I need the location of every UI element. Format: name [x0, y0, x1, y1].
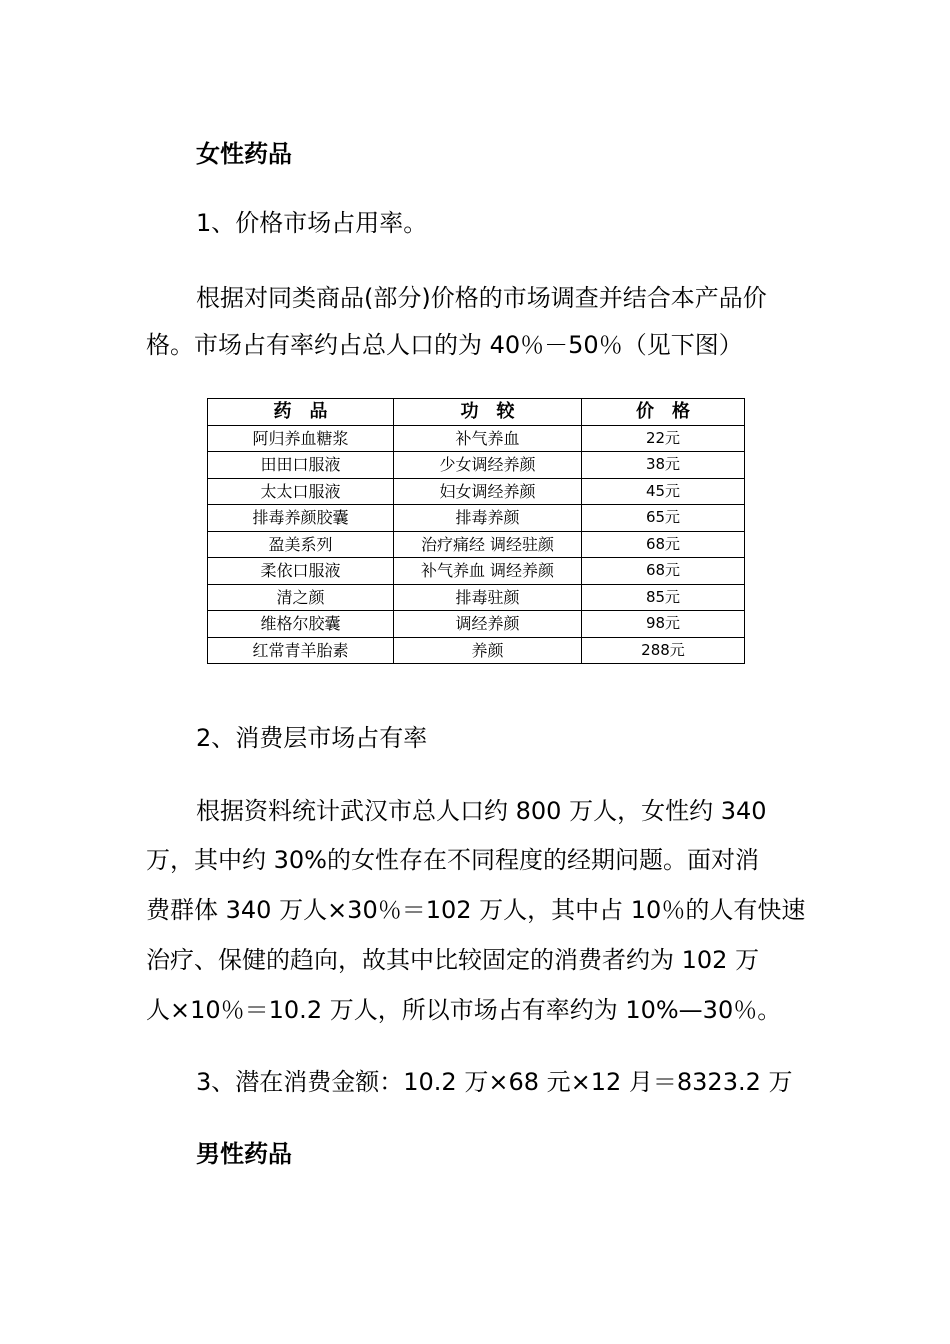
- table-cell-effect: 排毒驻颜: [394, 584, 582, 611]
- item-1-title: 1、价格市场占用率。: [196, 209, 428, 237]
- table-cell-price: 288元: [582, 637, 745, 664]
- table-cell-price: 85元: [582, 584, 745, 611]
- table-cell-name: 柔依口服液: [208, 558, 394, 585]
- table-cell-name: 盈美系列: [208, 531, 394, 558]
- table-cell-price: 98元: [582, 611, 745, 638]
- table-cell-price: 45元: [582, 478, 745, 505]
- item-2-title: 2、消费层市场占有率: [196, 724, 428, 752]
- table-cell-price: 68元: [582, 531, 745, 558]
- table-cell-name: 田田口服液: [208, 452, 394, 479]
- table-cell-effect: 治疗痛经 调经驻颜: [394, 531, 582, 558]
- item-3-line: 3、潜在消费金额：10.2 万×68 元×12 月＝8323.2 万: [196, 1068, 793, 1096]
- table-cell-name: 维格尔胶囊: [208, 611, 394, 638]
- price-table: [207, 398, 745, 664]
- table-row: [208, 531, 745, 558]
- table-cell-effect: 排毒养颜: [394, 505, 582, 532]
- table-cell-effect: 养颜: [394, 637, 582, 664]
- table-row: [208, 637, 745, 664]
- table-cell-price: 65元: [582, 505, 745, 532]
- paragraph-1-line-1: 根据对同类商品(部分)价格的市场调查并结合本产品价: [196, 284, 767, 312]
- paragraph-2-line-5: 人×10％＝10.2 万人，所以市场占有率约为 10%—30％。: [146, 996, 782, 1024]
- table-row: [208, 505, 745, 532]
- table-cell-effect: 少女调经养颜: [394, 452, 582, 479]
- table-row: [208, 478, 745, 505]
- table-cell-effect: 补气养血: [394, 425, 582, 452]
- column-header-effect: 功 较: [394, 399, 582, 426]
- table-row: [208, 425, 745, 452]
- table-cell-effect: 补气养血 调经养颜: [394, 558, 582, 585]
- table-cell-price: 68元: [582, 558, 745, 585]
- table-header-row: [208, 399, 745, 426]
- paragraph-2-line-3: 费群体 340 万人×30％＝102 万人，其中占 10％的人有快速: [146, 896, 806, 924]
- table-cell-name: 阿归养血糖浆: [208, 425, 394, 452]
- paragraph-2-line-1: 根据资料统计武汉市总人口约 800 万人，女性约 340: [196, 797, 767, 825]
- paragraph-2-line-2: 万，其中约 30%的女性存在不同程度的经期问题。面对消: [146, 846, 759, 874]
- section-heading-male: 男性药品: [196, 1140, 292, 1168]
- table-row: [208, 584, 745, 611]
- table-row: [208, 558, 745, 585]
- table-cell-name: 清之颜: [208, 584, 394, 611]
- table-row: [208, 452, 745, 479]
- table-cell-name: 红常青羊胎素: [208, 637, 394, 664]
- table-cell-effect: 调经养颜: [394, 611, 582, 638]
- table-cell-price: 22元: [582, 425, 745, 452]
- table-cell-name: 排毒养颜胶囊: [208, 505, 394, 532]
- paragraph-1-line-2: 格。市场占有率约占总人口的为 40％－50％（见下图）: [146, 331, 743, 359]
- table-cell-effect: 妇女调经养颜: [394, 478, 582, 505]
- table-row: [208, 611, 745, 638]
- table-cell-name: 太太口服液: [208, 478, 394, 505]
- column-header-price: 价 格: [582, 399, 745, 426]
- paragraph-2-line-4: 治疗、保健的趋向，故其中比较固定的消费者约为 102 万: [146, 946, 760, 974]
- price-table-wrapper: [207, 398, 744, 664]
- column-header-name: 药 品: [208, 399, 394, 426]
- table-cell-price: 38元: [582, 452, 745, 479]
- section-heading-female: 女性药品: [196, 140, 292, 168]
